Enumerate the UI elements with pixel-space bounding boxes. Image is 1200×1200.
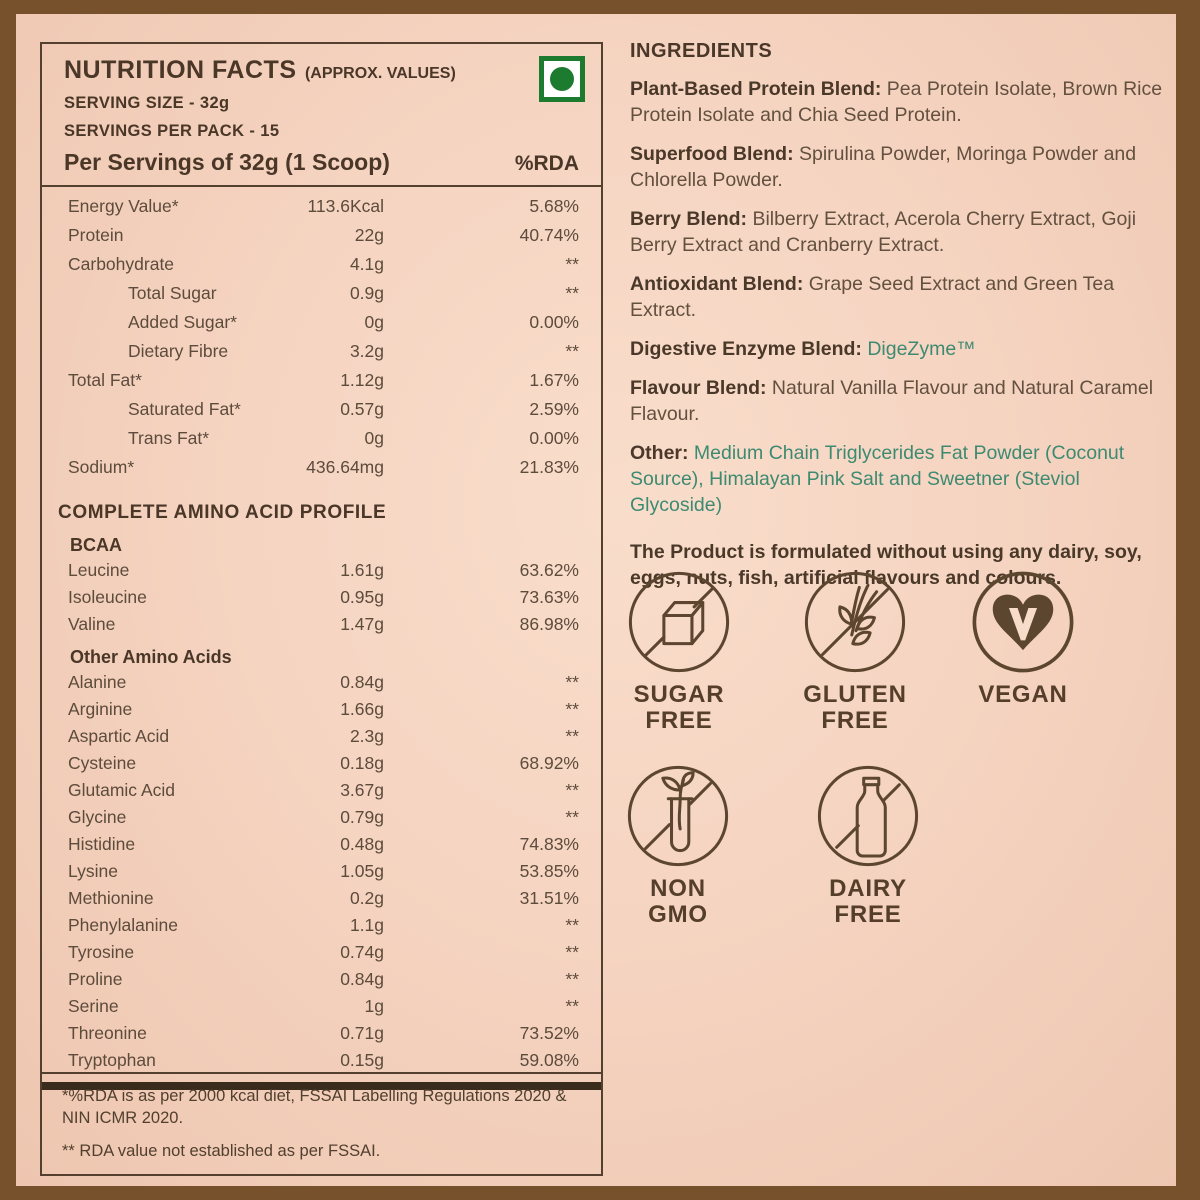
nutrient-rda: ** — [565, 780, 579, 800]
badge-gluten-free — [793, 568, 917, 734]
nutrient-amount: 0g — [364, 428, 384, 448]
table-row — [42, 557, 601, 584]
table-row — [42, 804, 601, 831]
ingredient-item — [630, 271, 1176, 323]
nutrient-label: Leucine — [68, 560, 130, 580]
ingredients-title: INGREDIENTS — [630, 40, 773, 62]
table-row — [42, 831, 601, 858]
ingredient-item — [630, 375, 1176, 427]
nutrient-rda: 5.68% — [529, 196, 579, 216]
nutrient-amount: 0.71g — [340, 1023, 384, 1043]
ingredient-item — [630, 141, 1176, 193]
table-row — [42, 424, 601, 453]
badge-label: GLUTEN — [803, 681, 907, 708]
per-serving-label: Per Servings of 32g (1 Scoop) — [64, 149, 390, 175]
nutrient-amount: 1g — [364, 996, 384, 1016]
nutrient-amount: 1.47g — [340, 614, 384, 634]
badge-dairy-free — [806, 762, 930, 928]
table-row — [42, 395, 601, 424]
table-row — [42, 192, 601, 221]
ingredient-blend-text: Bilberry Extract, Acerola Cherry Extract, Goji Berry Extract and Cranberry Extract. — [630, 208, 1137, 256]
amino-section-heading: BCAA — [70, 535, 122, 555]
badge-label: FREE — [834, 901, 902, 928]
nutrient-label: Proline — [68, 969, 123, 989]
nutrient-label: Sodium* — [68, 457, 135, 477]
nutrient-label: Cysteine — [68, 753, 137, 773]
nutrient-rda: 68.92% — [519, 753, 579, 773]
amino-profile-title: COMPLETE AMINO ACID PROFILE — [58, 502, 387, 523]
table-row — [42, 669, 601, 696]
nutrient-label: Methionine — [68, 888, 154, 908]
ingredients-section — [630, 40, 1176, 591]
nutrient-label: Glycine — [68, 807, 127, 827]
ingredient-blend-text: Spirulina Powder, Moringa Powder and Chlorella Powder. — [630, 143, 1137, 191]
ingredient-blend-label: Flavour Blend: — [630, 377, 767, 399]
ingredient-blend-label: Digestive Enzyme Blend: — [630, 338, 862, 360]
badge-non-gmo — [616, 762, 740, 928]
nutrient-label: Tyrosine — [68, 942, 135, 962]
ingredient-blend-label: Plant-Based Protein Blend: — [630, 78, 882, 100]
amino-sections — [42, 533, 601, 1074]
table-row — [42, 308, 601, 337]
nutrient-amount: 1.1g — [349, 915, 384, 935]
nutrient-rda: 63.62% — [519, 560, 579, 580]
table-row — [42, 366, 601, 395]
milk-bottle-crossed-icon — [814, 762, 922, 870]
nutrient-amount: 0.2g — [349, 888, 384, 908]
ingredient-blend-text: Medium Chain Triglycerides Fat Powder (Coconut Source), Himalayan Pink Salt and Sweetner (Steviol Glycoside) — [630, 442, 1125, 516]
nutrient-amount: 2.3g — [349, 726, 384, 746]
ingredient-blend-text: Grape Seed Extract and Green Tea Extract. — [630, 273, 1115, 321]
table-row — [42, 453, 601, 482]
nutrient-rda: ** — [565, 807, 579, 827]
nutrient-label: Added Sugar* — [128, 312, 237, 332]
nutrient-amount: 0.95g — [340, 587, 384, 607]
badge-label: VEGAN — [978, 681, 1068, 708]
nutrient-rda: 2.59% — [529, 399, 579, 419]
ingredient-blend-text: Natural Vanilla Flavour and Natural Caramel Flavour. — [630, 377, 1154, 425]
ingredient-item — [630, 336, 1176, 362]
nutrient-amount: 0.57g — [340, 399, 384, 419]
nutrient-rda: ** — [565, 254, 579, 274]
wheat-crossed-icon — [801, 568, 909, 676]
nutrient-rda: 31.51% — [519, 888, 579, 908]
nutrition-table — [42, 185, 601, 1082]
nutrient-label: Arginine — [68, 699, 133, 719]
table-row — [42, 723, 601, 750]
nutrition-facts-header — [42, 44, 601, 185]
nutrient-amount: 22g — [354, 225, 384, 245]
table-row — [42, 993, 601, 1020]
nutrient-rda: 0.00% — [529, 428, 579, 448]
ingredient-blend-text: DigeZyme™ — [861, 338, 976, 360]
nutrient-rda: ** — [565, 283, 579, 303]
nutrient-label: Tryptophan — [68, 1050, 156, 1070]
nutrient-rows — [42, 192, 601, 482]
nutrient-label: Threonine — [68, 1023, 147, 1043]
footnote-box — [40, 1072, 603, 1176]
badge-label: FREE — [645, 707, 713, 734]
nutrient-amount: 436.64mg — [306, 457, 384, 477]
nutrient-amount: 1.61g — [340, 560, 384, 580]
nutrient-label: Valine — [68, 614, 116, 634]
nutrient-label: Protein — [68, 225, 124, 245]
ingredients-list — [630, 76, 1176, 518]
vegan-heart-icon — [969, 568, 1077, 676]
ingredient-item — [630, 206, 1176, 258]
nutrient-amount: 0.15g — [340, 1050, 384, 1070]
sugar-cube-crossed-icon — [625, 568, 733, 676]
footnote-rda: *%RDA is as per 2000 kcal diet, FSSAI Labelling Regulations 2020 & NIN ICMR 2020. — [62, 1087, 567, 1127]
nutrient-rda: 53.85% — [519, 861, 579, 881]
vegetarian-mark-icon — [539, 56, 585, 102]
nutrient-amount: 1.66g — [340, 699, 384, 719]
nutrient-label: Serine — [68, 996, 119, 1016]
nutrient-rda: 86.98% — [519, 614, 579, 634]
nutrient-label: Trans Fat* — [128, 428, 210, 448]
badge-label: NON — [650, 875, 706, 902]
nutrient-rda: ** — [565, 672, 579, 692]
badge-label: DAIRY — [829, 875, 907, 902]
ingredient-blend-label: Antioxidant Blend: — [630, 273, 804, 295]
rda-column-header: %RDA — [514, 152, 579, 175]
nutrient-label: Energy Value* — [68, 196, 179, 216]
table-row — [42, 966, 601, 993]
table-row — [42, 885, 601, 912]
nutrient-amount: 0.79g — [340, 807, 384, 827]
nutrient-label: Phenylalanine — [68, 915, 178, 935]
nutrient-rda: 59.08% — [519, 1050, 579, 1070]
nutrient-rda: ** — [565, 699, 579, 719]
nutrient-amount: 3.2g — [349, 341, 384, 361]
table-row — [42, 858, 601, 885]
badge-sugar-free — [617, 568, 741, 734]
table-row — [42, 221, 601, 250]
nutrient-label: Total Sugar — [128, 283, 217, 303]
table-row — [42, 939, 601, 966]
nutrient-amount: 0g — [364, 312, 384, 332]
nutrient-amount: 0.18g — [340, 753, 384, 773]
nutrient-amount: 0.74g — [340, 942, 384, 962]
table-row — [42, 337, 601, 366]
table-row — [42, 750, 601, 777]
ingredient-item — [630, 76, 1176, 128]
formulated-note: The Product is formulated without using any dairy, soy, eggs, nuts, fish, artificial flavours and colours. — [630, 541, 1142, 589]
nutrient-rda: ** — [565, 942, 579, 962]
ingredient-blend-text: Pea Protein Isolate, Brown Rice Protein Isolate and Chia Seed Protein. — [630, 78, 1163, 126]
nutrition-facts-title-suffix: (APPROX. VALUES) — [304, 65, 456, 82]
serving-size-text: SERVING SIZE - 32g — [64, 94, 230, 112]
ingredient-item — [630, 440, 1176, 518]
ingredient-blend-label: Superfood Blend: — [630, 143, 794, 165]
nutrient-amount: 3.67g — [340, 780, 384, 800]
nutrient-rda: 73.63% — [519, 587, 579, 607]
nutrient-amount: 4.1g — [349, 254, 384, 274]
test-tube-sprout-crossed-icon — [624, 762, 732, 870]
nutrient-amount: 1.05g — [340, 861, 384, 881]
ingredient-blend-label: Berry Blend: — [630, 208, 748, 230]
nutrient-amount: 0.84g — [340, 969, 384, 989]
nutrient-rda: 74.83% — [519, 834, 579, 854]
nutrient-rda: 21.83% — [519, 457, 579, 477]
nutrient-rda: ** — [565, 915, 579, 935]
nutrient-label: Dietary Fibre — [128, 341, 229, 361]
table-row — [42, 696, 601, 723]
table-row — [42, 250, 601, 279]
nutrient-rda: 73.52% — [519, 1023, 579, 1043]
table-row — [42, 777, 601, 804]
nutrient-amount: 0.9g — [349, 283, 384, 303]
table-row — [42, 584, 601, 611]
table-row — [42, 611, 601, 638]
nutrition-facts-title: NUTRITION FACTS — [64, 56, 297, 84]
badge-label: GMO — [648, 901, 708, 928]
servings-per-pack-text: SERVINGS PER PACK - 15 — [64, 122, 280, 140]
table-row — [42, 1047, 601, 1074]
nutrient-label: Lysine — [68, 861, 118, 881]
footnote-not-established: ** RDA value not established as per FSSAI. — [62, 1142, 381, 1160]
nutrient-amount: 0.48g — [340, 834, 384, 854]
table-row — [42, 912, 601, 939]
nutrient-rda: ** — [565, 996, 579, 1016]
nutrient-label: Glutamic Acid — [68, 780, 175, 800]
nutrient-rda: ** — [565, 969, 579, 989]
nutrient-label: Histidine — [68, 834, 136, 854]
nutrient-rda: 1.67% — [529, 370, 579, 390]
badge-label: SUGAR — [633, 681, 725, 708]
nutrient-label: Total Fat* — [68, 370, 142, 390]
nutrient-rda: 0.00% — [529, 312, 579, 332]
nutrient-label: Isoleucine — [68, 587, 147, 607]
table-row — [42, 279, 601, 308]
ingredient-blend-label: Other: — [630, 442, 689, 464]
nutrient-label: Saturated Fat* — [128, 399, 241, 419]
nutrient-rda: ** — [565, 726, 579, 746]
badge-label: FREE — [821, 707, 889, 734]
nutrient-amount: 1.12g — [340, 370, 384, 390]
nutrient-rda: ** — [565, 341, 579, 361]
table-row — [42, 1020, 601, 1047]
nutrition-facts-panel — [40, 42, 603, 1090]
nutrient-amount: 0.84g — [340, 672, 384, 692]
nutrient-label: Carbohydrate — [68, 254, 175, 274]
nutrient-label: Aspartic Acid — [68, 726, 170, 746]
nutrient-label: Alanine — [68, 672, 127, 692]
amino-section-heading: Other Amino Acids — [70, 647, 232, 667]
badge-vegan — [961, 568, 1085, 708]
nutrient-rda: 40.74% — [519, 225, 579, 245]
nutrient-amount: 113.6Kcal — [307, 196, 384, 216]
